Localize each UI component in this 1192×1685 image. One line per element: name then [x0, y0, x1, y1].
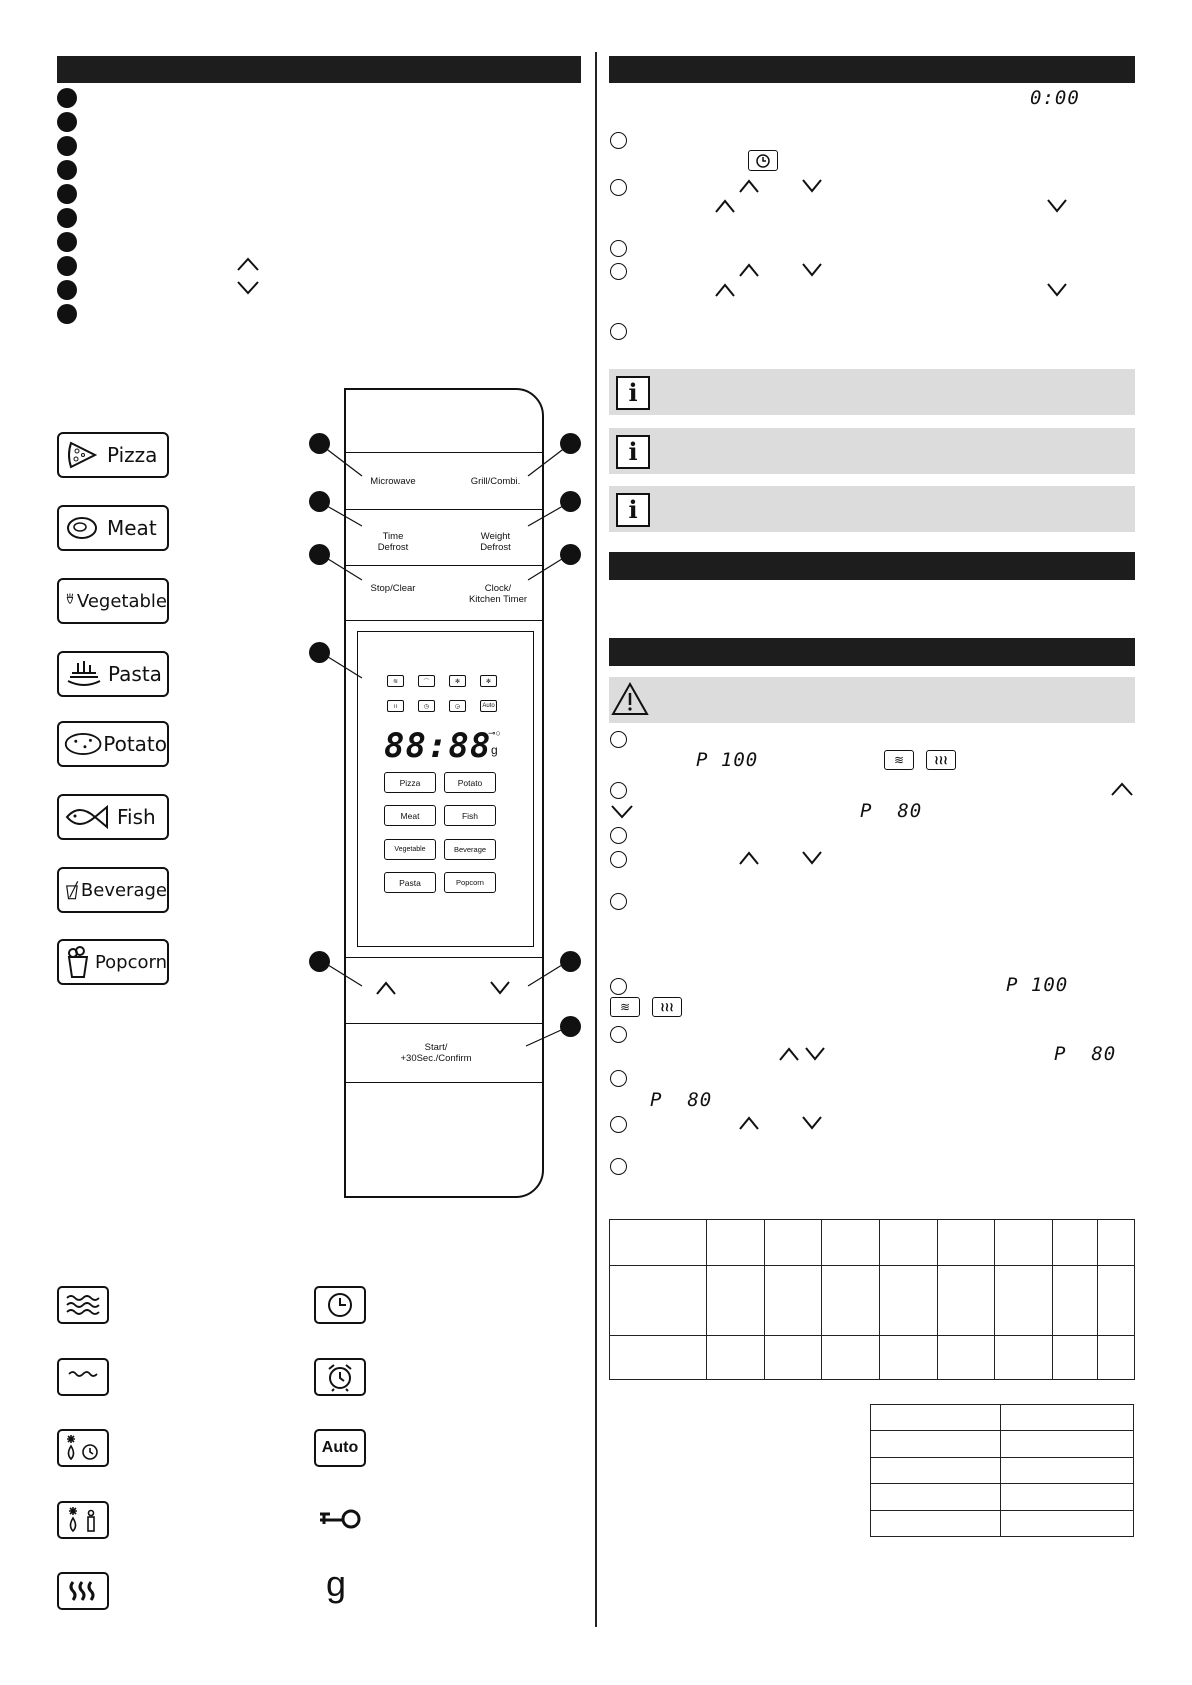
combi-indicator-icon: ≀≀ [387, 700, 404, 712]
list-bullet [57, 136, 77, 156]
child-lock-icon [318, 1506, 364, 1532]
vegetable-label: Vegetable [76, 590, 167, 612]
meat-button[interactable] [57, 505, 169, 551]
list-bullet [57, 304, 77, 324]
mini-popcorn-label: Popcorn [456, 878, 484, 887]
up-arrow-icon [738, 262, 760, 278]
list-bullet [57, 160, 77, 180]
step-circle [610, 323, 627, 340]
info-icon: i [616, 376, 650, 410]
info-icon: i [616, 435, 650, 469]
pizza-label: Pizza [107, 443, 158, 467]
clock-default-display: 0:00 [1030, 87, 1080, 109]
list-bullet [57, 112, 77, 132]
mini-pizza-label: Pizza [399, 777, 421, 788]
pasta-button[interactable] [57, 651, 169, 697]
fish-icon [65, 803, 109, 831]
meat-label: Meat [107, 516, 157, 540]
combi-icon [57, 1572, 109, 1610]
popcorn-icon [65, 945, 91, 979]
mini-potato-label: Potato [457, 777, 483, 788]
step-circle [610, 893, 627, 910]
callout-dot [560, 1016, 581, 1037]
step-circle [610, 179, 627, 196]
up-arrow-icon [1110, 781, 1134, 797]
weight-defrost-indicator-icon: ✻ [480, 675, 497, 687]
callout-dot [560, 544, 581, 565]
list-bullet [57, 88, 77, 108]
callout-dot [309, 544, 330, 565]
step-circle [610, 851, 627, 868]
list-bullet [57, 208, 77, 228]
up-arrow-icon [738, 850, 760, 866]
potato-label: Potato [103, 732, 167, 756]
section-header-bar [609, 552, 1135, 580]
auto-icon-label: Auto [321, 1439, 359, 1456]
weight-defrost-icon [57, 1501, 109, 1539]
timer-indicator-icon: ◶ [449, 700, 466, 712]
meat-icon [65, 514, 101, 542]
down-arrow-icon [1046, 282, 1068, 298]
power-level-table [609, 1219, 1135, 1380]
pizza-icon [65, 439, 101, 471]
small-table [870, 1404, 1134, 1537]
popcorn-label: Popcorn [94, 951, 167, 973]
clock-indicator-icon: ◷ [418, 700, 435, 712]
power-100-display: P 100 [1006, 974, 1069, 996]
info-note-box [609, 369, 1135, 415]
info-note-box [609, 486, 1135, 532]
pasta-label: Pasta [108, 662, 162, 686]
info-icon: i [616, 493, 650, 527]
step-circle [610, 1158, 627, 1175]
up-arrow-icon [714, 198, 736, 214]
microwave-icon [57, 1286, 109, 1324]
clock-icon [314, 1286, 366, 1324]
clock-button-icon [748, 150, 778, 171]
section-header-bar [609, 638, 1135, 666]
microwave-icon: ≋ [610, 997, 640, 1017]
up-arrow-icon [778, 1046, 800, 1062]
info-note-box [609, 428, 1135, 474]
warning-note-box [609, 677, 1135, 723]
down-arrow-icon [801, 178, 823, 194]
up-arrow-icon [236, 256, 260, 272]
step-circle [610, 1116, 627, 1133]
list-bullet [57, 184, 77, 204]
step-circle [610, 978, 627, 995]
panel-stop-clear-label[interactable]: Stop/Clear [370, 583, 416, 594]
pizza-button[interactable] [57, 432, 169, 478]
up-arrow-icon [738, 1115, 760, 1131]
down-arrow-icon [804, 1046, 826, 1062]
callout-dot [560, 951, 581, 972]
microwave-indicator-icon: ≋ [387, 675, 404, 687]
combi-icon: ≀≀≀ [926, 750, 956, 770]
step-circle [610, 827, 627, 844]
up-arrow-icon [714, 282, 736, 298]
down-arrow-icon [236, 280, 260, 296]
callout-dot [309, 642, 330, 663]
left-section-header-bar [57, 56, 581, 83]
panel-weight-defrost-label[interactable]: Weight Defrost [480, 531, 511, 553]
mini-meat-label: Meat [400, 810, 420, 821]
microwave-icon: ≋ [884, 750, 914, 770]
callout-dot [309, 951, 330, 972]
step-circle [610, 782, 627, 799]
beverage-button[interactable] [57, 867, 169, 913]
list-bullet [57, 256, 77, 276]
step-circle [610, 240, 627, 257]
list-bullet [57, 280, 77, 300]
pasta-icon [64, 659, 104, 689]
beverage-icon [65, 873, 79, 907]
potato-icon [63, 730, 103, 758]
power-80-display: P 80 [1054, 1043, 1117, 1065]
callout-dot [309, 491, 330, 512]
popcorn-button[interactable] [57, 939, 169, 985]
callout-dot [560, 491, 581, 512]
potato-button[interactable] [57, 721, 169, 767]
time-defrost-icon [57, 1429, 109, 1467]
clock-section-header-bar [609, 56, 1135, 83]
mini-beverage-label: Beverage [453, 845, 487, 854]
panel-digit-display: 88:88 [384, 726, 492, 766]
up-arrow-icon [738, 178, 760, 194]
gram-indicator: g [491, 743, 498, 757]
callout-dot [309, 433, 330, 454]
gram-icon: g [326, 1563, 347, 1604]
down-arrow-icon [801, 850, 823, 866]
mini-vegetable-label: Vegetable [394, 846, 426, 853]
power-80-display: P 80 [650, 1089, 713, 1111]
panel-grill-combi-label[interactable]: Grill/Combi. [470, 476, 521, 487]
fish-button[interactable] [57, 794, 169, 840]
panel-start-label[interactable]: Start/ +30Sec./Confirm [400, 1042, 472, 1064]
power-80-display: P 80 [860, 800, 923, 822]
callout-lines [300, 420, 600, 1060]
power-100-display: P 100 [696, 749, 759, 771]
auto-icon [314, 1429, 366, 1467]
combi-icon: ≀≀≀ [652, 997, 682, 1017]
step-circle [610, 263, 627, 280]
panel-microwave-label[interactable]: Microwave [370, 476, 416, 487]
grill-indicator-icon: ⌒ [418, 675, 435, 687]
grill-icon [57, 1358, 109, 1396]
lock-indicator-icon: ⊸○ [488, 728, 501, 738]
step-circle [610, 731, 627, 748]
vegetable-icon [65, 583, 75, 619]
step-circle [610, 1070, 627, 1087]
vegetable-button[interactable] [57, 578, 169, 624]
down-arrow-icon [801, 262, 823, 278]
down-arrow-icon [610, 804, 634, 820]
time-defrost-indicator-icon: ✻ [449, 675, 466, 687]
down-arrow-icon [1046, 198, 1068, 214]
mini-pasta-label: Pasta [399, 877, 421, 888]
down-arrow-icon [801, 1115, 823, 1131]
warning-icon [611, 681, 649, 717]
auto-indicator-icon: Auto [480, 700, 497, 712]
panel-clock-timer-label[interactable]: Clock/ Kitchen Timer [468, 583, 528, 605]
step-circle [610, 1026, 627, 1043]
step-circle [610, 132, 627, 149]
fish-label: Fish [117, 805, 156, 829]
list-bullet [57, 232, 77, 252]
panel-time-defrost-label[interactable]: Time Defrost [377, 531, 409, 553]
callout-dot [560, 433, 581, 454]
kitchen-timer-icon [314, 1358, 366, 1396]
beverage-label: Beverage [80, 879, 167, 901]
mini-fish-label: Fish [461, 810, 479, 821]
